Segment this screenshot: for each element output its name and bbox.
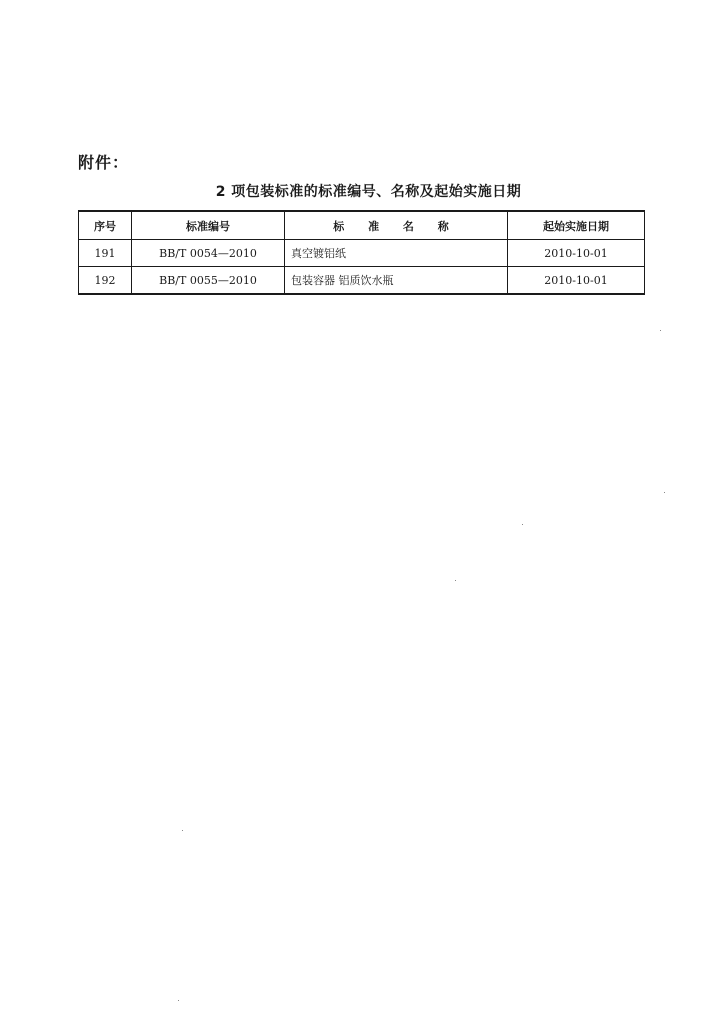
scan-speck bbox=[660, 330, 661, 331]
row-standard-code: BB/T 0054—2010 bbox=[132, 240, 285, 267]
header-standard-name: 标 准 名 称 bbox=[285, 211, 508, 240]
row-standard-name: 真空镀铝纸 bbox=[285, 240, 508, 267]
header-start-date: 起始实施日期 bbox=[508, 211, 645, 240]
header-serial-number: 序号 bbox=[79, 211, 132, 240]
row-serial-number: 191 bbox=[79, 240, 132, 267]
table-header-row bbox=[79, 211, 645, 240]
table-row bbox=[79, 240, 645, 267]
table-row bbox=[79, 267, 645, 295]
row-standard-code: BB/T 0055—2010 bbox=[132, 267, 285, 295]
row-start-date: 2010-10-01 bbox=[508, 240, 645, 267]
scan-speck bbox=[455, 580, 456, 581]
attachment-label: 附件： bbox=[78, 153, 130, 172]
scan-speck bbox=[522, 524, 523, 525]
row-serial-number: 192 bbox=[79, 267, 132, 295]
scan-speck bbox=[178, 1000, 179, 1001]
standards-table bbox=[78, 210, 645, 295]
row-standard-name: 包装容器 铝质饮水瓶 bbox=[285, 267, 508, 295]
scan-speck bbox=[664, 492, 665, 493]
document-title: 2 项包装标准的标准编号、名称及起始实施日期 bbox=[215, 184, 522, 200]
scan-speck bbox=[182, 830, 183, 831]
header-standard-code: 标准编号 bbox=[132, 211, 285, 240]
row-start-date: 2010-10-01 bbox=[508, 267, 645, 295]
